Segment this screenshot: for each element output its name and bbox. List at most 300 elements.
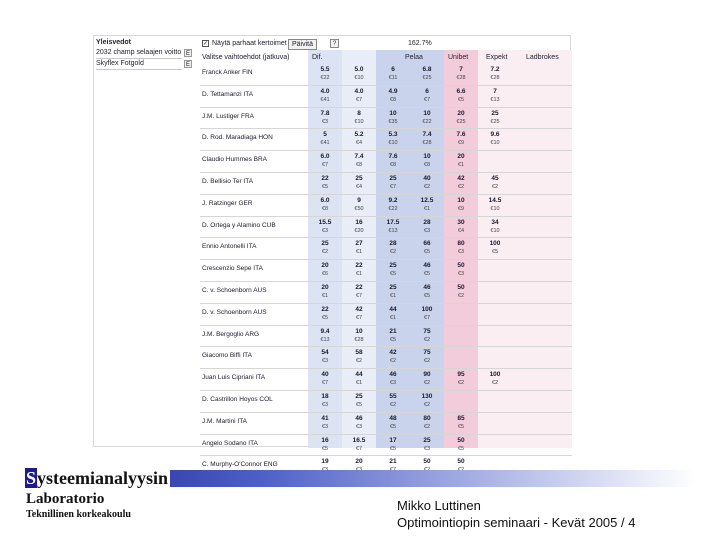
stake-value: €2 — [423, 183, 431, 190]
odds-value: 15.5 — [318, 218, 332, 226]
table-row[interactable] — [200, 108, 572, 130]
table-header — [200, 52, 572, 63]
stake-value: €1 — [457, 162, 465, 169]
odds-cell[interactable] — [446, 175, 476, 191]
odds-cell[interactable] — [310, 219, 340, 235]
left-panel-title: Yleisvedot — [96, 39, 132, 46]
odds-cell[interactable] — [412, 349, 442, 365]
odds-value: 21 — [389, 327, 397, 335]
odds-cell[interactable] — [310, 240, 340, 256]
odds-value: 5.2 — [354, 131, 364, 139]
odds-value: 44 — [355, 371, 363, 379]
odds-cell[interactable] — [412, 262, 442, 278]
stake-value: €2 — [423, 423, 431, 430]
stake-value: €3 — [457, 249, 465, 256]
odds-value: 10 — [457, 196, 465, 204]
odds-cell[interactable] — [344, 66, 374, 82]
table-row[interactable] — [200, 260, 572, 282]
odds-value: 48 — [389, 414, 397, 422]
stake-value: €10 — [354, 75, 364, 81]
odds-cell[interactable] — [344, 371, 374, 387]
odds-cell[interactable] — [446, 415, 476, 431]
table-row[interactable] — [200, 282, 572, 304]
odds-cell[interactable] — [378, 284, 408, 300]
stake-value: €28 — [354, 336, 364, 343]
odds-cell[interactable] — [378, 371, 408, 387]
candidate-name: D. Rod. Maradiaga HON — [202, 134, 273, 142]
stake-value: €28 — [490, 75, 500, 81]
stake-value: €35 — [388, 118, 398, 125]
odds-cell[interactable] — [378, 415, 408, 431]
odds-value: 25 — [491, 109, 499, 117]
stake-value: €7 — [355, 314, 363, 321]
odds-cell[interactable] — [446, 131, 476, 147]
odds-value: 30 — [457, 218, 465, 226]
stake-value: €4 — [355, 183, 363, 190]
odds-cell[interactable] — [480, 110, 510, 126]
stake-value: €3 — [423, 227, 431, 234]
odds-value: 17.5 — [386, 218, 400, 226]
stake-value: €25 — [422, 75, 432, 81]
odds-cell[interactable] — [412, 371, 442, 387]
odds-cell[interactable] — [344, 240, 374, 256]
stake-value: €13 — [320, 336, 330, 343]
odds-value: 25 — [389, 283, 397, 291]
odds-value: 58 — [355, 349, 363, 357]
odds-cell[interactable] — [310, 328, 340, 344]
stake-value: €3 — [457, 271, 465, 278]
odds-cell[interactable] — [344, 131, 374, 147]
odds-value: 50 — [457, 458, 465, 466]
stake-value: €3 — [389, 380, 397, 387]
odds-value: 6.6 — [456, 87, 466, 95]
odds-value: 25 — [355, 392, 363, 400]
odds-value: 100 — [489, 371, 501, 379]
odds-cell[interactable] — [480, 371, 510, 387]
odds-value: 85 — [457, 414, 465, 422]
odds-value: 22 — [321, 174, 329, 182]
candidate-name: D. Bellisio Ter ITA — [202, 177, 254, 185]
odds-cell[interactable] — [310, 262, 340, 278]
column-header[interactable]: Pelaa — [405, 54, 423, 61]
odds-cell[interactable] — [310, 153, 340, 169]
stake-value: €7 — [355, 96, 363, 103]
stake-value: €5 — [491, 249, 499, 256]
odds-cell[interactable] — [344, 153, 374, 169]
odds-cell[interactable] — [344, 437, 374, 453]
odds-value: 90 — [423, 371, 431, 379]
help-button[interactable]: ? — [330, 39, 339, 48]
stake-value: €2 — [423, 336, 431, 343]
table-row[interactable] — [200, 369, 572, 391]
odds-value: 5.0 — [354, 66, 364, 73]
candidate-name: Angelo Sodano ITA — [202, 439, 258, 447]
odds-cell[interactable] — [378, 306, 408, 322]
stake-value: €7 — [423, 96, 431, 103]
odds-cell[interactable] — [310, 415, 340, 431]
odds-cell[interactable] — [446, 66, 476, 82]
odds-cell[interactable] — [344, 328, 374, 344]
odds-value: 50 — [457, 283, 465, 291]
odds-cell[interactable] — [344, 393, 374, 409]
odds-cell[interactable] — [446, 437, 476, 453]
odds-value: 42 — [355, 305, 363, 313]
odds-cell[interactable] — [378, 349, 408, 365]
column-header[interactable]: Dif. — [312, 54, 323, 61]
odds-cell[interactable] — [310, 437, 340, 453]
odds-value: 41 — [321, 414, 329, 422]
stake-value: €1 — [389, 292, 397, 299]
odds-value: 25 — [355, 174, 363, 182]
odds-cell[interactable] — [344, 349, 374, 365]
odds-value: 20 — [457, 153, 465, 161]
odds-value: 7.6 — [456, 131, 466, 139]
odds-value: 10 — [423, 153, 431, 161]
update-button[interactable]: Päivitä — [288, 39, 317, 50]
name-column-header[interactable]: Valitse vaihtoehdot (jatkuva) — [202, 54, 290, 61]
odds-cell[interactable] — [310, 110, 340, 126]
odds-value: 10 — [355, 327, 363, 335]
odds-cell[interactable] — [344, 219, 374, 235]
left-panel-item[interactable]: Skyflex Fotgold — [96, 59, 182, 70]
candidate-name: J.M. Lustiger FRA — [202, 112, 255, 120]
odds-value: 55 — [389, 392, 397, 400]
stake-value: €7 — [423, 314, 431, 321]
toolbar — [200, 38, 572, 50]
table-row[interactable] — [200, 413, 572, 435]
footer-university: Teknillinen korkeakoulu — [26, 509, 131, 520]
stake-value: €41 — [320, 140, 330, 147]
table-row[interactable] — [200, 64, 572, 86]
candidate-name: D. Tettamanzi ITA — [202, 90, 254, 98]
stake-value: €1 — [355, 271, 363, 278]
odds-value: 10 — [389, 109, 397, 117]
odds-cell[interactable] — [446, 110, 476, 126]
stake-value: €11 — [388, 75, 398, 81]
stake-value: €5 — [389, 445, 397, 452]
odds-value: 6 — [391, 66, 395, 73]
odds-cell[interactable] — [412, 328, 442, 344]
footer-seminar: Optimointiopin seminaari - Kevät 2005 / 4 — [397, 515, 636, 530]
stake-value: €25 — [456, 118, 466, 125]
odds-cell[interactable] — [412, 219, 442, 235]
candidate-name: Franck Anker FIN — [202, 69, 253, 76]
odds-value: 54 — [321, 349, 329, 357]
stake-value: €10 — [354, 118, 364, 125]
stake-value: €10 — [490, 205, 500, 212]
odds-cell[interactable] — [344, 306, 374, 322]
footer-lab: Laboratorio — [26, 491, 105, 507]
best-odds-checkbox[interactable]: ✓ — [203, 41, 209, 47]
footer-logo-text: ysteemianalyysin — [37, 468, 169, 488]
odds-cell[interactable] — [412, 306, 442, 322]
odds-value: 46 — [389, 371, 397, 379]
stake-value: €7 — [321, 380, 329, 387]
odds-value: 10 — [423, 109, 431, 117]
odds-value: 7.4 — [354, 153, 364, 161]
odds-value: 6 — [425, 87, 429, 95]
odds-value: 7.2 — [490, 66, 500, 73]
odds-rows — [200, 64, 572, 478]
stake-value: €2 — [321, 249, 329, 256]
stake-value: €5 — [423, 292, 431, 299]
odds-cell[interactable] — [378, 88, 408, 104]
table-row[interactable] — [200, 304, 572, 326]
odds-cell[interactable] — [412, 415, 442, 431]
candidate-name: J.M. Bergoglio ARG — [202, 330, 260, 338]
odds-value: 19 — [321, 458, 329, 466]
stake-value: €3 — [355, 423, 363, 430]
odds-value: 20 — [321, 262, 329, 270]
odds-cell[interactable] — [378, 175, 408, 191]
odds-cell[interactable] — [310, 175, 340, 191]
stake-value: €5 — [321, 183, 329, 190]
candidate-name: J. Ratzinger GER — [202, 199, 253, 207]
odds-cell[interactable] — [412, 66, 442, 82]
odds-value: 12.5 — [420, 196, 434, 204]
odds-value: 9.2 — [388, 196, 398, 204]
stake-value: €5 — [457, 445, 465, 452]
odds-value: 22 — [321, 305, 329, 313]
odds-cell[interactable] — [344, 110, 374, 126]
odds-value: 50 — [457, 262, 465, 270]
odds-cell[interactable] — [378, 131, 408, 147]
stake-value: €5 — [423, 271, 431, 278]
odds-cell[interactable] — [310, 371, 340, 387]
stake-value: €7 — [321, 162, 329, 169]
stake-value: €8 — [389, 162, 397, 169]
table-row[interactable] — [200, 151, 572, 173]
odds-value: 46 — [355, 414, 363, 422]
stake-value: €5 — [389, 271, 397, 278]
odds-value: 95 — [457, 371, 465, 379]
odds-cell[interactable] — [344, 175, 374, 191]
odds-cell[interactable] — [446, 153, 476, 169]
payout-percent: 162.7% — [408, 40, 432, 47]
table-row[interactable] — [200, 347, 572, 369]
stake-value: €5 — [389, 336, 397, 343]
odds-value: 46 — [423, 283, 431, 291]
odds-cell[interactable] — [412, 131, 442, 147]
column-header[interactable]: Ladbrokes — [526, 54, 559, 61]
odds-cell[interactable] — [446, 240, 476, 256]
odds-value: 50 — [457, 436, 465, 444]
odds-cell[interactable] — [378, 219, 408, 235]
odds-cell[interactable] — [344, 88, 374, 104]
odds-cell[interactable] — [480, 240, 510, 256]
odds-cell[interactable] — [378, 153, 408, 169]
stake-value: €4 — [457, 227, 465, 234]
odds-cell[interactable] — [480, 219, 510, 235]
table-row[interactable] — [200, 173, 572, 195]
footer-author: Mikko Luttinen — [397, 498, 481, 513]
left-panel-item-button[interactable]: E — [185, 62, 190, 68]
odds-cell[interactable] — [412, 284, 442, 300]
left-panel — [94, 36, 194, 448]
odds-cell[interactable] — [412, 197, 442, 213]
stake-value: €8 — [423, 162, 431, 169]
odds-cell[interactable] — [412, 437, 442, 453]
odds-value: 7 — [493, 87, 497, 95]
odds-cell[interactable] — [446, 262, 476, 278]
stake-value: €2 — [491, 380, 499, 387]
stake-value: €1 — [321, 292, 329, 299]
odds-value: 42 — [389, 349, 397, 357]
odds-cell[interactable] — [412, 175, 442, 191]
odds-value: 25 — [389, 262, 397, 270]
table-row[interactable] — [200, 238, 572, 260]
table-row[interactable] — [200, 391, 572, 413]
odds-cell[interactable] — [344, 197, 374, 213]
stake-value: €2 — [355, 358, 363, 365]
odds-cell[interactable] — [310, 393, 340, 409]
table-row[interactable] — [200, 326, 572, 348]
odds-cell[interactable] — [446, 88, 476, 104]
best-odds-label: Näytä parhaat kertoimet — [212, 40, 287, 47]
odds-cell[interactable] — [412, 153, 442, 169]
odds-cell[interactable] — [310, 284, 340, 300]
odds-cell[interactable] — [446, 284, 476, 300]
odds-cell[interactable] — [480, 175, 510, 191]
candidate-name: Juan Luis Cipriani ITA — [202, 374, 266, 382]
stake-value: €7 — [389, 183, 397, 190]
table-row[interactable] — [200, 86, 572, 108]
odds-value: 16 — [321, 436, 329, 444]
odds-value: 80 — [423, 414, 431, 422]
odds-cell[interactable] — [378, 437, 408, 453]
odds-value: 7.4 — [422, 131, 432, 139]
odds-value: 100 — [489, 240, 501, 248]
odds-value: 40 — [321, 371, 329, 379]
odds-value: 14.5 — [488, 196, 502, 204]
odds-value: 6.0 — [320, 196, 330, 204]
odds-screenshot — [93, 35, 571, 469]
odds-value: 50 — [423, 458, 431, 466]
stake-value: €1 — [355, 380, 363, 387]
odds-cell[interactable] — [378, 393, 408, 409]
odds-value: 7.8 — [320, 109, 330, 117]
stake-value: €4 — [355, 140, 363, 147]
odds-cell[interactable] — [446, 197, 476, 213]
stake-value: €3 — [321, 423, 329, 430]
candidate-name: Ennio Antonelli ITA — [202, 243, 257, 251]
left-panel-item-button[interactable]: E — [185, 51, 190, 57]
stake-value: €1 — [355, 249, 363, 256]
odds-value: 6.0 — [320, 153, 330, 161]
odds-cell[interactable] — [480, 131, 510, 147]
stake-value: €5 — [389, 423, 397, 430]
stake-value: €3 — [423, 445, 431, 452]
odds-value: 25 — [389, 174, 397, 182]
odds-value: 21 — [389, 458, 397, 466]
odds-value: 28 — [423, 218, 431, 226]
odds-cell[interactable] — [412, 88, 442, 104]
stake-value: €5 — [457, 96, 465, 103]
table-row[interactable] — [200, 129, 572, 151]
odds-value: 20 — [355, 458, 363, 466]
odds-cell[interactable] — [344, 284, 374, 300]
odds-value: 28 — [389, 240, 397, 248]
odds-cell[interactable] — [378, 240, 408, 256]
odds-value: 20 — [457, 109, 465, 117]
odds-cell[interactable] — [480, 197, 510, 213]
stake-value: €3 — [321, 401, 329, 408]
stake-value: €8 — [389, 96, 397, 103]
odds-cell[interactable] — [480, 66, 510, 82]
odds-cell[interactable] — [378, 110, 408, 126]
table-row[interactable] — [200, 435, 572, 457]
left-panel-item[interactable]: 2032 champ selaajen voitto — [96, 48, 182, 59]
stake-value: €8 — [321, 205, 329, 212]
stake-value: €22 — [388, 205, 398, 212]
odds-cell[interactable] — [310, 197, 340, 213]
odds-cell[interactable] — [310, 349, 340, 365]
stake-value: €13 — [490, 96, 500, 103]
stake-value: €7 — [355, 445, 363, 452]
odds-cell[interactable] — [412, 240, 442, 256]
odds-value: 5.5 — [320, 66, 330, 73]
stake-value: €2 — [423, 358, 431, 365]
odds-cell[interactable] — [378, 66, 408, 82]
stake-value: €3 — [321, 358, 329, 365]
odds-value: 18 — [321, 392, 329, 400]
stake-value: €1 — [423, 205, 431, 212]
odds-value: 20 — [321, 283, 329, 291]
odds-value: 4.9 — [388, 87, 398, 95]
odds-cell[interactable] — [310, 88, 340, 104]
odds-value: 7.6 — [388, 153, 398, 161]
candidate-name: D. Ortega y Alamino CUB — [202, 221, 276, 229]
stake-value: €5 — [321, 445, 329, 452]
stake-value: €2 — [457, 380, 465, 387]
stake-value: €2 — [457, 183, 465, 190]
odds-value: 25 — [321, 240, 329, 248]
stake-value: €6 — [321, 271, 329, 278]
stake-value: €10 — [490, 227, 500, 234]
odds-cell[interactable] — [344, 415, 374, 431]
column-header[interactable]: Expekt — [486, 54, 508, 61]
odds-cell[interactable] — [310, 131, 340, 147]
stake-value: €2 — [457, 292, 465, 299]
stake-value: €50 — [354, 205, 364, 212]
odds-value: 66 — [423, 240, 431, 248]
odds-table-panel — [200, 36, 572, 469]
odds-cell[interactable] — [412, 110, 442, 126]
candidate-name: Crescenzio Sepe ITA — [202, 265, 263, 273]
table-row[interactable] — [200, 195, 572, 217]
odds-cell[interactable] — [378, 328, 408, 344]
stake-value: €20 — [354, 227, 364, 234]
odds-cell[interactable] — [344, 262, 374, 278]
odds-cell[interactable] — [378, 262, 408, 278]
column-header[interactable]: Unibet — [448, 54, 469, 61]
odds-value: 80 — [457, 240, 465, 248]
odds-value: 4.0 — [320, 87, 330, 95]
odds-value: 25 — [423, 436, 431, 444]
stake-value: €1 — [389, 314, 397, 321]
odds-cell[interactable] — [446, 219, 476, 235]
stake-value: €3 — [321, 227, 329, 234]
candidate-name: Giacomo Biffi ITA — [202, 352, 252, 360]
odds-cell[interactable] — [378, 197, 408, 213]
odds-cell[interactable] — [310, 66, 340, 82]
table-row[interactable] — [200, 217, 572, 239]
odds-cell[interactable] — [446, 371, 476, 387]
odds-value: 16 — [355, 218, 363, 226]
odds-cell[interactable] — [310, 306, 340, 322]
odds-cell[interactable] — [480, 88, 510, 104]
odds-cell[interactable] — [412, 393, 442, 409]
